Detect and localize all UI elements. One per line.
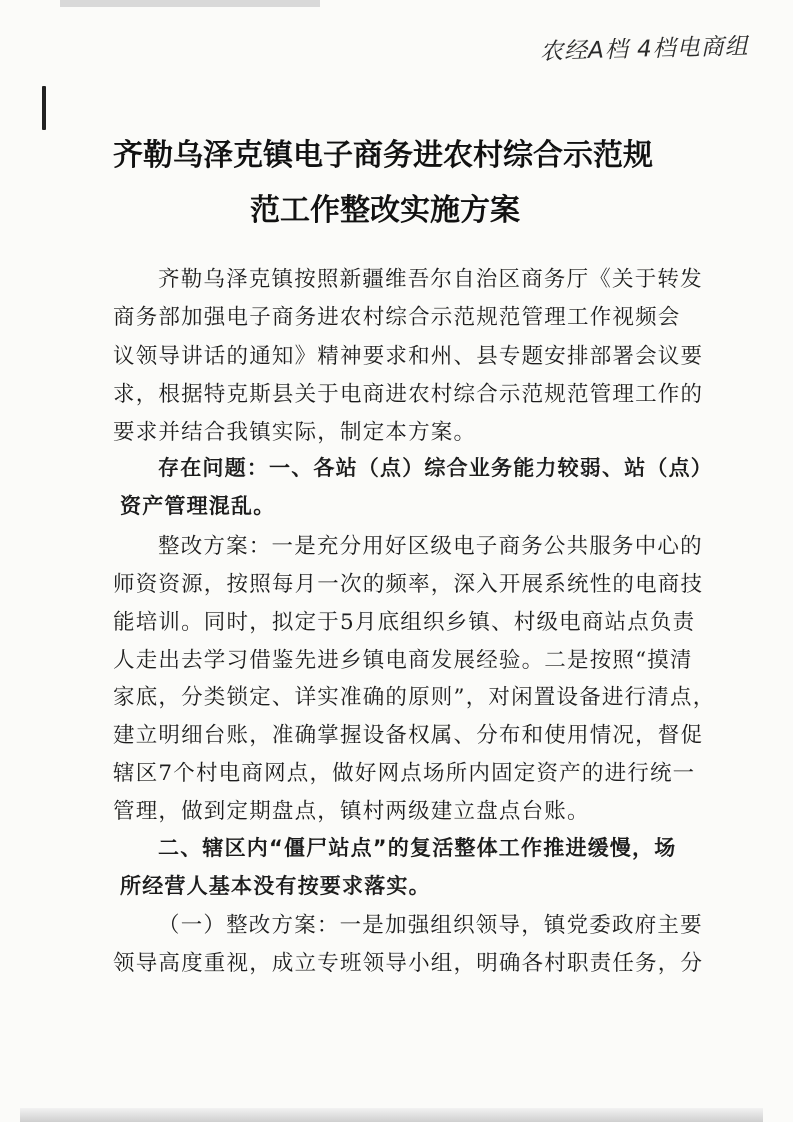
scan-edge-top	[60, 0, 320, 7]
document-title-line-1: 齐勒乌泽克镇电子商务进农村综合示范规	[113, 138, 653, 173]
body-line-10: 能培训。同时，拟定于5月底组织乡镇、村级电商站点负责	[113, 610, 696, 635]
issue-heading-1-cont: 资产管理混乱。	[120, 494, 276, 518]
issue-heading-2-cont: 所经营人基本没有按要求落实。	[120, 874, 431, 898]
body-line-18: （一）整改方案：一是加强组织领导，镇党委政府主要	[158, 913, 703, 938]
margin-mark	[42, 86, 46, 130]
document-title-line-2: 范工作整改实施方案	[250, 193, 520, 228]
issue-heading-1: 存在问题：一、各站（点）综合业务能力较弱、站（点）	[158, 456, 713, 480]
issue-heading-2: 二、辖区内“僵尸站点”的复活整体工作推进缓慢，场	[158, 836, 677, 860]
body-line-13: 建立明细台账，准确掌握设备权属、分布和使用情况，督促	[113, 723, 704, 748]
handwritten-annotation: 农经A档 4档电商组	[539, 33, 750, 66]
scan-edge-bottom	[20, 1108, 763, 1122]
body-line-2: 商务部加强电子商务进农村综合示范规范管理工作视频会	[113, 305, 681, 330]
body-line-5: 要求并结合我镇实际，制定本方案。	[113, 420, 477, 445]
body-line-11: 人走出去学习借鉴先进乡镇电商发展经验。二是按照“摸清	[113, 648, 693, 673]
body-line-12: 家底，分类锁定、详实准确的原则”，对闲置设备进行清点，	[113, 685, 716, 710]
body-line-19: 领导高度重视，成立专班领导小组，明确各村职责任务，分	[113, 951, 704, 976]
body-line-1: 齐勒乌泽克镇按照新疆维吾尔自治区商务厅《关于转发	[158, 267, 703, 292]
body-line-4: 求，根据特克斯县关于电商进农村综合示范规范管理工作的	[113, 382, 704, 407]
body-line-3: 议领导讲话的通知》精神要求和州、县专题安排部署会议要	[113, 344, 704, 369]
body-line-14: 辖区7个村电商网点，做好网点场所内固定资产的进行统一	[113, 761, 696, 786]
body-line-8: 整改方案：一是充分用好区级电子商务公共服务中心的	[158, 534, 703, 559]
body-line-15: 管理，做到定期盘点，镇村两级建立盘点台账。	[113, 799, 590, 824]
body-line-9: 师资资源，按照每月一次的频率，深入开展系统性的电商技	[113, 572, 704, 597]
